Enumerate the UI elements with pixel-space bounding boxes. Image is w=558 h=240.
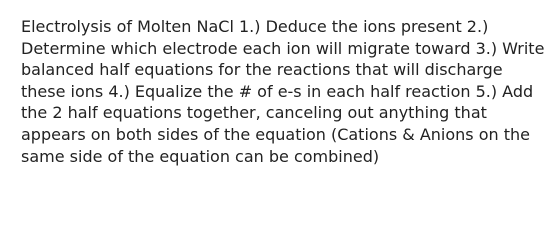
text-line: same side of the equation can be combined) — [21, 146, 380, 166]
text-line: Determine which electrode each ion will migrate toward 3.) Write — [21, 38, 545, 58]
text-line: Electrolysis of Molten NaCl 1.) Deduce the ions present 2.) — [21, 17, 489, 36]
text-line: the 2 half equations together, canceling out anything that — [21, 103, 487, 123]
text-line: these ions 4.) Equalize the # of e-s in each half reaction 5.) Add — [21, 81, 534, 101]
text-line: balanced half equations for the reactions that will discharge — [21, 60, 503, 80]
text-line: appears on both sides of the equation (Cations & Anions on the — [21, 124, 530, 144]
question-text — [21, 16, 545, 167]
